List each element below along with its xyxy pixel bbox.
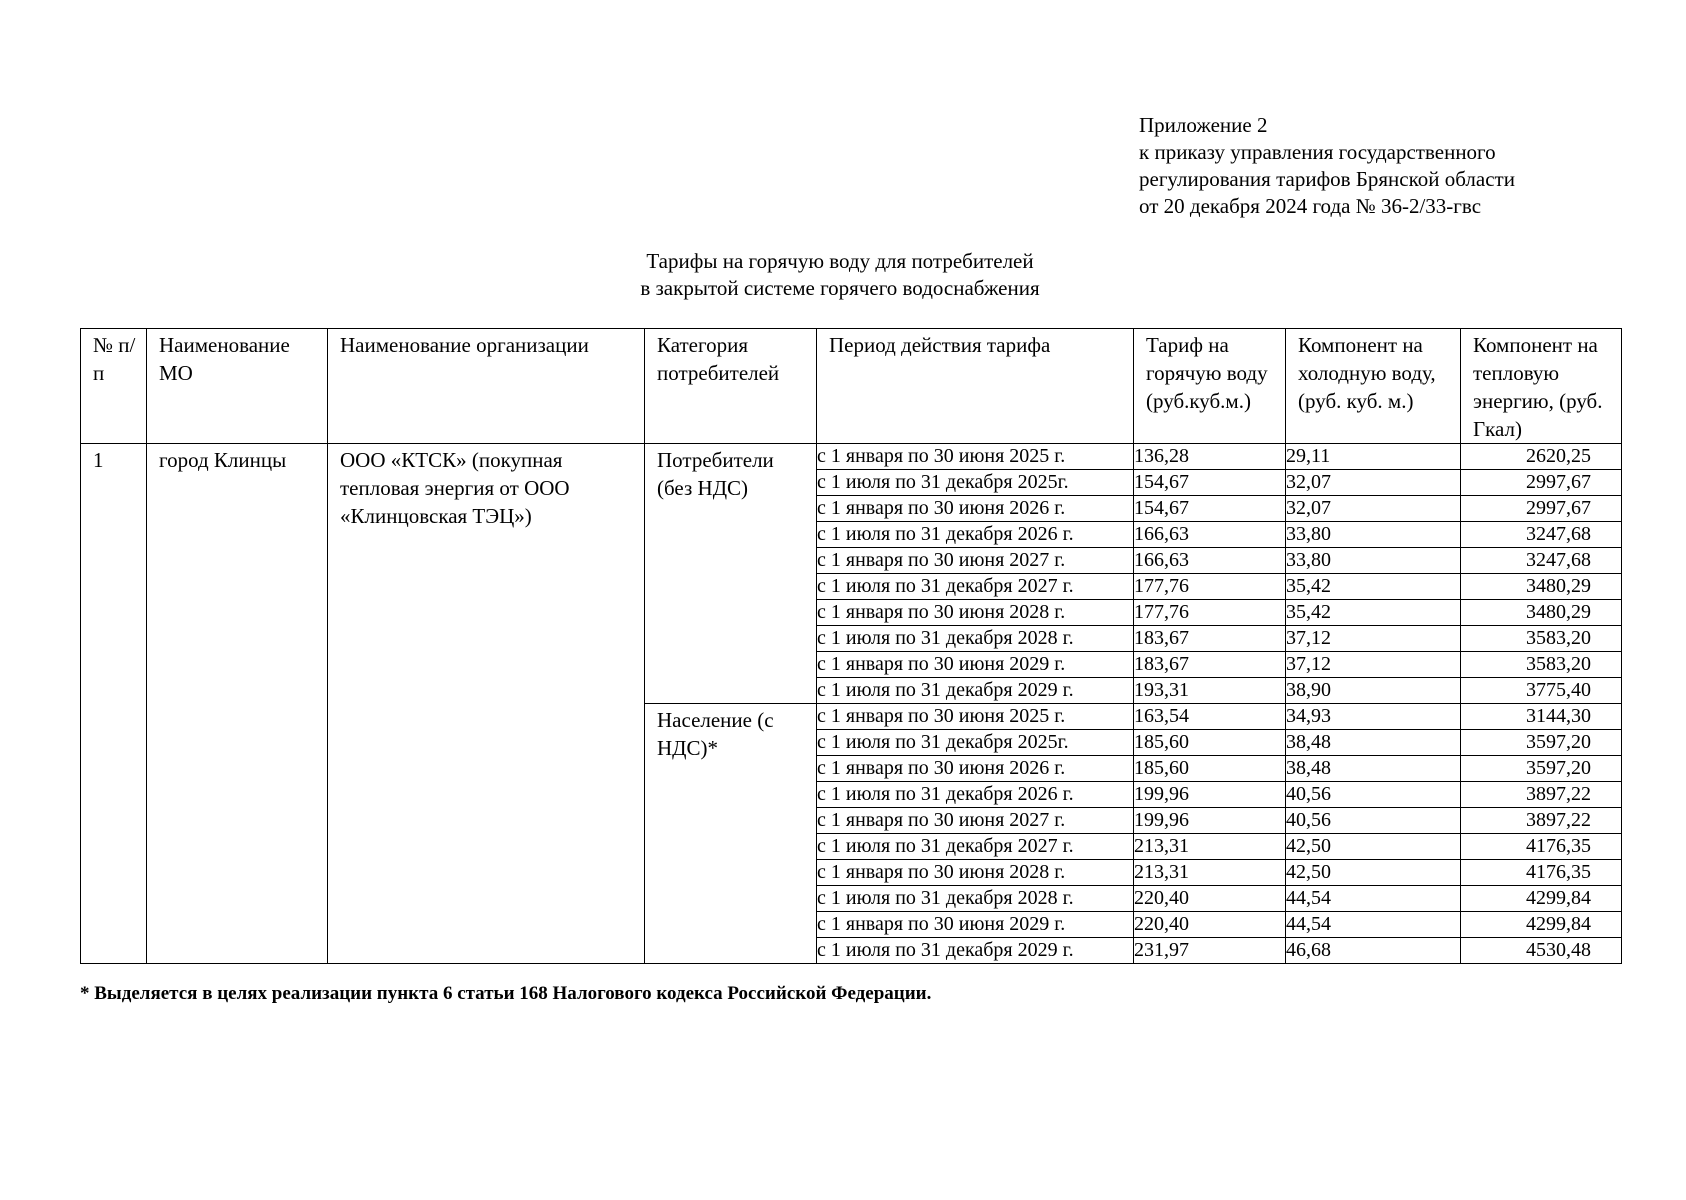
cell-heat: 4176,35: [1461, 860, 1622, 886]
cell-heat: 2620,25: [1461, 444, 1622, 470]
cell-row-number: [81, 444, 147, 964]
cell-cold: 35,42: [1286, 574, 1461, 600]
cell-cold: 29,11: [1286, 444, 1461, 470]
cell-heat: 3597,20: [1461, 730, 1622, 756]
cell-tariff: 154,67: [1134, 496, 1286, 522]
cell-category-text: Потребители (без НДС): [657, 448, 774, 500]
cell-organization: [328, 444, 645, 964]
cell-period: с 1 июля по 31 декабря 2028 г.: [817, 886, 1134, 912]
cell-tariff: 185,60: [1134, 730, 1286, 756]
cell-period: с 1 июля по 31 декабря 2026 г.: [817, 782, 1134, 808]
cell-tariff: 213,31: [1134, 834, 1286, 860]
cell-heat: 3247,68: [1461, 522, 1622, 548]
cell-cold: 44,54: [1286, 912, 1461, 938]
cell-cold: 38,90: [1286, 678, 1461, 704]
cell-period: с 1 января по 30 июня 2027 г.: [817, 808, 1134, 834]
cell-heat: 3897,22: [1461, 808, 1622, 834]
cell-cold: 44,54: [1286, 886, 1461, 912]
footnote: * Выделяется в целях реализации пункта 6 статьи 168 Налогового кодекса Российской Федерации.: [80, 983, 932, 1004]
header-org: Наименование организации: [328, 329, 645, 444]
table-row: [81, 444, 1622, 470]
cell-cold: 37,12: [1286, 626, 1461, 652]
cell-cold: 40,56: [1286, 808, 1461, 834]
document-title: [560, 248, 1120, 302]
cell-heat: 4176,35: [1461, 834, 1622, 860]
cell-heat: 3897,22: [1461, 782, 1622, 808]
cell-cold: 35,42: [1286, 600, 1461, 626]
cell-organization-text: ООО «КТСК» (покупная тепловая энергия от ООО «Клинцовская ТЭЦ»): [340, 448, 570, 528]
appendix-heading: [1139, 112, 1515, 220]
appendix-line: регулирования тарифов Брянской области: [1139, 167, 1515, 191]
cell-cold: 42,50: [1286, 834, 1461, 860]
cell-mo-text: город Клинцы: [159, 448, 287, 472]
cell-tariff: 213,31: [1134, 860, 1286, 886]
cell-heat: 4299,84: [1461, 886, 1622, 912]
cell-period: с 1 июля по 31 декабря 2028 г.: [817, 626, 1134, 652]
cell-tariff: 154,67: [1134, 470, 1286, 496]
cell-cold: 40,56: [1286, 782, 1461, 808]
cell-cold: 38,48: [1286, 756, 1461, 782]
cell-heat: 2997,67: [1461, 470, 1622, 496]
cell-tariff: 183,67: [1134, 626, 1286, 652]
cell-tariff: 193,31: [1134, 678, 1286, 704]
cell-cold: 38,48: [1286, 730, 1461, 756]
table-body: [81, 444, 1622, 964]
header-category: Категория потребителей: [645, 329, 817, 444]
cell-heat: 4299,84: [1461, 912, 1622, 938]
cell-period: с 1 июля по 31 декабря 2027 г.: [817, 834, 1134, 860]
cell-mo: [147, 444, 328, 964]
cell-period: с 1 июля по 31 декабря 2025г.: [817, 470, 1134, 496]
cell-category-text: Население (с НДС)*: [657, 708, 774, 760]
cell-tariff: 183,67: [1134, 652, 1286, 678]
cell-cold: 37,12: [1286, 652, 1461, 678]
cell-period: с 1 июля по 31 декабря 2029 г.: [817, 938, 1134, 964]
cell-period: с 1 июля по 31 декабря 2026 г.: [817, 522, 1134, 548]
header-tariff: Тариф на горячую воду (руб.куб.м.): [1134, 329, 1286, 444]
cell-heat: 3144,30: [1461, 704, 1622, 730]
header-period: Период действия тарифа: [817, 329, 1134, 444]
cell-heat: 3583,20: [1461, 626, 1622, 652]
cell-tariff: 185,60: [1134, 756, 1286, 782]
cell-heat: 4530,48: [1461, 938, 1622, 964]
cell-period: с 1 января по 30 июня 2028 г.: [817, 600, 1134, 626]
cell-tariff: 177,76: [1134, 574, 1286, 600]
cell-period: с 1 июля по 31 декабря 2027 г.: [817, 574, 1134, 600]
cell-cold: 42,50: [1286, 860, 1461, 886]
title-line: Тарифы на горячую воду для потребителей: [646, 249, 1034, 273]
cell-heat: 3480,29: [1461, 600, 1622, 626]
cell-period: с 1 января по 30 июня 2027 г.: [817, 548, 1134, 574]
cell-heat: 3775,40: [1461, 678, 1622, 704]
cell-heat: 2997,67: [1461, 496, 1622, 522]
cell-tariff: 166,63: [1134, 522, 1286, 548]
cell-heat: 3247,68: [1461, 548, 1622, 574]
cell-cold: 32,07: [1286, 470, 1461, 496]
cell-period: с 1 января по 30 июня 2028 г.: [817, 860, 1134, 886]
cell-period: с 1 января по 30 июня 2026 г.: [817, 756, 1134, 782]
header-num: № п/п: [81, 329, 147, 444]
cell-tariff: 136,28: [1134, 444, 1286, 470]
table-header-row: [81, 329, 1622, 444]
cell-period: с 1 января по 30 июня 2025 г.: [817, 704, 1134, 730]
cell-cold: 32,07: [1286, 496, 1461, 522]
cell-heat: 3597,20: [1461, 756, 1622, 782]
cell-cold: 33,80: [1286, 522, 1461, 548]
cell-period: с 1 января по 30 июня 2029 г.: [817, 912, 1134, 938]
cell-row-number-text: 1: [93, 448, 104, 472]
cell-tariff: 199,96: [1134, 782, 1286, 808]
cell-cold: 46,68: [1286, 938, 1461, 964]
cell-period: с 1 января по 30 июня 2029 г.: [817, 652, 1134, 678]
cell-category: [645, 704, 817, 964]
appendix-line: от 20 декабря 2024 года № 36-2/33-гвс: [1139, 194, 1482, 218]
header-heat: Компонент на тепловую энергию, (руб. Гкал): [1461, 329, 1622, 444]
cell-tariff: 163,54: [1134, 704, 1286, 730]
cell-period: с 1 января по 30 июня 2026 г.: [817, 496, 1134, 522]
cell-period: с 1 июля по 31 декабря 2029 г.: [817, 678, 1134, 704]
appendix-line: к приказу управления государственного: [1139, 140, 1496, 164]
cell-cold: 33,80: [1286, 548, 1461, 574]
appendix-line: Приложение 2: [1139, 113, 1268, 137]
cell-tariff: 231,97: [1134, 938, 1286, 964]
cell-category: [645, 444, 817, 704]
cell-period: с 1 января по 30 июня 2025 г.: [817, 444, 1134, 470]
header-cold: Компонент на холодную воду, (руб. куб. м.): [1286, 329, 1461, 444]
title-line: в закрытой системе горячего водоснабжения: [640, 276, 1040, 300]
cell-cold: 34,93: [1286, 704, 1461, 730]
cell-tariff: 177,76: [1134, 600, 1286, 626]
header-mo: Наименование МО: [147, 329, 328, 444]
cell-heat: 3480,29: [1461, 574, 1622, 600]
cell-tariff: 199,96: [1134, 808, 1286, 834]
tariff-table: [80, 328, 1622, 964]
cell-period: с 1 июля по 31 декабря 2025г.: [817, 730, 1134, 756]
cell-heat: 3583,20: [1461, 652, 1622, 678]
cell-tariff: 220,40: [1134, 886, 1286, 912]
cell-tariff: 166,63: [1134, 548, 1286, 574]
cell-tariff: 220,40: [1134, 912, 1286, 938]
